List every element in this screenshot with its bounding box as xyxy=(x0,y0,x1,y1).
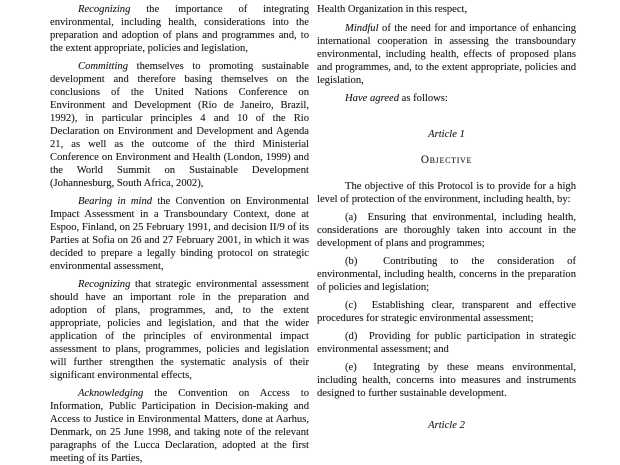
paragraph-lead-word: Have agreed xyxy=(345,93,400,104)
preamble-paragraph-recognizing-2 xyxy=(50,278,309,382)
paragraph-lead-word: Mindful xyxy=(345,23,379,34)
have-agreed-paragraph xyxy=(317,92,576,105)
paragraph-body-text: that strategic environmental assessment should have an important role in the preparation and adoption of plans, programmes, and, to the extent appropriate, policies and legislation, and that the wider application of the principles of environmental impact assessment to plans, programmes, policies and legislation will further strengthen the systematic analysis of their significant environmental effects, xyxy=(50,279,309,381)
paragraph-body-text: the Convention on Environmental Impact Assessment in a Transboundary Context, done at Espoo, Finland, on 25 February 1991, and decision II/9 of its Parties at Sofia on 26 and 27 February 2001, in which it was decided to prepare a legally binding protocol on strategic environmental assessment, xyxy=(50,196,309,272)
right-column xyxy=(317,3,576,465)
two-column-layout xyxy=(50,3,576,465)
paragraph-body-text: as follows: xyxy=(399,93,448,104)
objective-item-e: (e) Integrating by these means environmental, including health, concerns into measures and instruments designed to further sustainable development. xyxy=(317,362,576,399)
continuation-line: Health Organization in this respect, xyxy=(317,4,468,15)
objective-intro-paragraph: The objective of this Protocol is to provide for a high level of protection of the environment, including health, by: xyxy=(317,181,576,205)
paragraph-lead-word: Recognizing xyxy=(78,279,131,290)
paragraph-body-text: the Convention on Access to Information, Public Participation in Decision-making and Access to Justice in Environmental Matters, done at Aarhus, Denmark, on 25 June 1998, and taking note of the relevant paragraphs of the Lucca Declaration, adopted at the first meeting of its Parties, xyxy=(50,388,309,464)
objective-item-d: (d) Providing for public participation in strategic environmental assessment; and xyxy=(317,331,576,355)
article-1-heading: Article 1 xyxy=(428,129,465,140)
paragraph-lead-word: Committing xyxy=(78,61,129,72)
paragraph-lead-word: Recognizing xyxy=(78,4,131,15)
left-column xyxy=(50,3,309,465)
objective-item-b: (b) Contributing to the consideration of environmental, including health, concerns in the preparation of policies and legislation; xyxy=(317,256,576,293)
preamble-paragraph-committing xyxy=(50,60,309,190)
preamble-paragraph-acknowledging xyxy=(50,387,309,465)
paragraph-body-text: the importance of integrating environmental, including health, considerations into the preparation and adoption of plans and programmes and, to the extent appropriate, policies and legislation, xyxy=(50,4,309,54)
paragraph-body-text: of the need for and importance of enhancing international cooperation in assessing the transboundary environmental, including health, effects of proposed plans and programmes, and, to the extent appropriate, policies and legislation, xyxy=(317,23,576,86)
objective-item-a: (a) Ensuring that environmental, including health, considerations are thoroughly taken into account in the development of plans and programmes; xyxy=(317,212,576,249)
preamble-paragraph-recognizing-1 xyxy=(50,3,309,55)
objective-item-c: (c) Establishing clear, transparent and effective procedures for strategic environmental assessment; xyxy=(317,300,576,324)
objective-subheading: Objective xyxy=(420,154,473,166)
preamble-paragraph-mindful xyxy=(317,22,576,87)
preamble-paragraph-bearing-in-mind xyxy=(50,195,309,273)
paragraph-lead-word: Bearing in mind xyxy=(78,196,153,207)
paragraph-lead-word: Acknowledging xyxy=(78,388,144,399)
article-2-heading: Article 2 xyxy=(428,420,465,431)
paragraph-body-text: themselves to promoting sustainable development and therefore basing themselves on the conclusions of the United Nations Conference on Environment and Development (Rio de Janeiro, Brazil, 1992), in particular principles 4 and 10 of the Rio Declaration on Environment and Development and Agenda 21, as well as the outcome of the third Ministerial Conference on Environment and Health (London, 1999) and the World Summit on Sustainable Development (Johannesburg, South Africa, 2002), xyxy=(50,61,309,189)
